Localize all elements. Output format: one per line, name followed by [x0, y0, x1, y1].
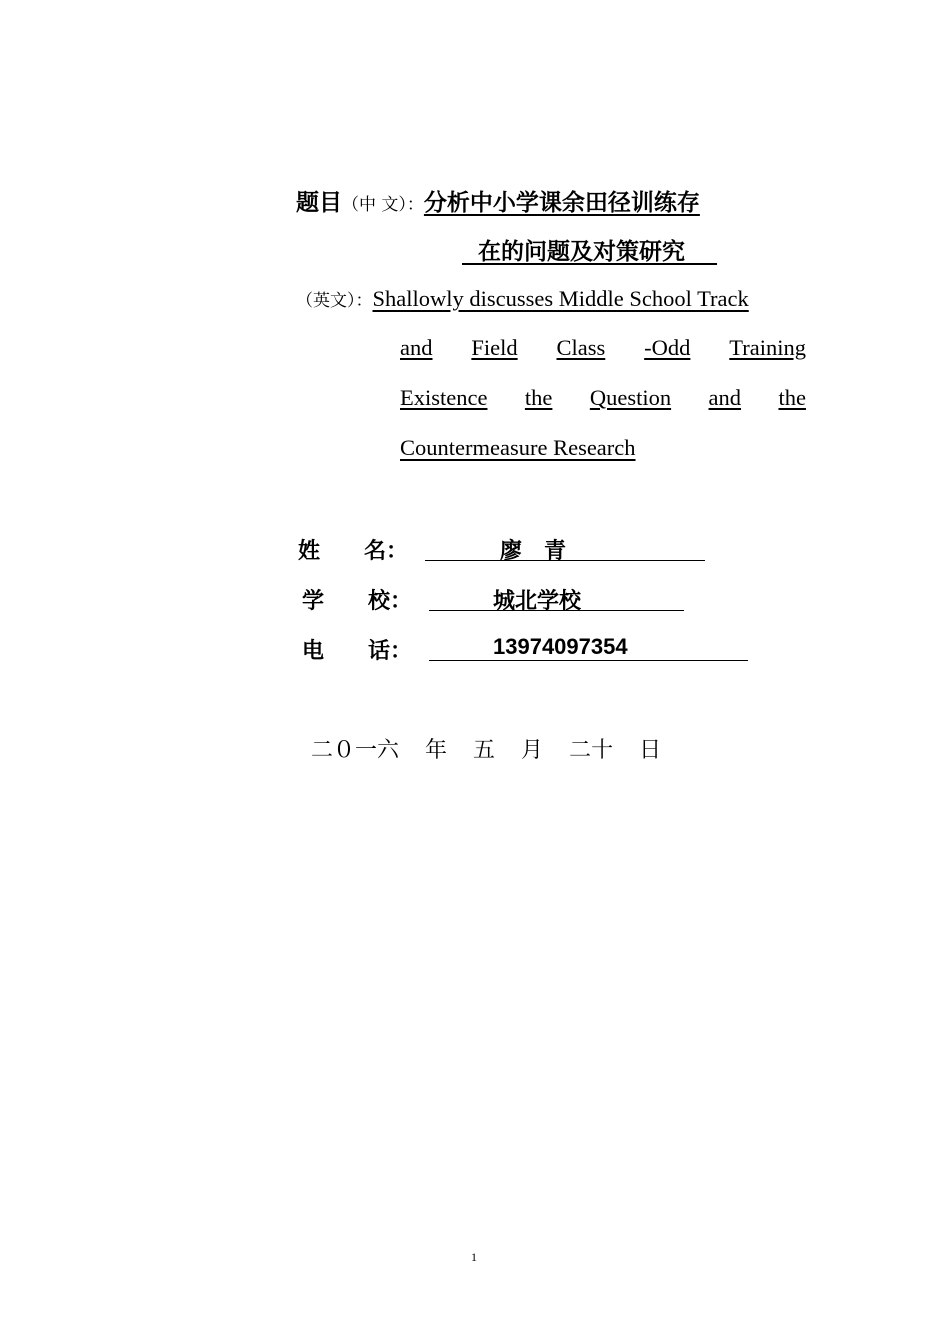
word: the — [524, 385, 553, 410]
page-number: 1 — [471, 1250, 477, 1264]
school-value: 城北学校 — [493, 589, 582, 614]
name-label: 姓 名： — [298, 539, 409, 564]
chinese-tag: （中 文）： — [342, 195, 424, 215]
word: Class — [556, 335, 606, 360]
date-line — [311, 733, 687, 764]
word: Question — [589, 385, 672, 410]
word: -Odd — [644, 335, 691, 360]
word: and — [708, 385, 742, 410]
school-label: 学 校： — [302, 589, 413, 614]
english-title-line3 — [400, 385, 806, 411]
english-title-line4-wrap — [400, 435, 636, 461]
phone-value: 13974097354 — [493, 634, 628, 659]
english-tag: （英文）： — [296, 291, 373, 311]
date-month-char: 月 — [521, 738, 544, 763]
word: Field — [471, 335, 518, 360]
title-row-chinese-2 — [462, 233, 717, 266]
english-title-line4: Countermeasure Research — [400, 435, 636, 460]
english-title-line2 — [400, 335, 806, 361]
date-day-num: 二十 — [569, 738, 614, 763]
chinese-title-line2: 在的问题及对策研究 — [478, 239, 686, 265]
word: Existence — [400, 385, 488, 410]
name-value: 廖 青 — [500, 539, 567, 564]
chinese-title-line2-wrap — [462, 239, 717, 265]
date-year-char: 年 — [425, 738, 448, 763]
date-month-num: 五 — [473, 738, 496, 763]
title-label: 题目 — [296, 190, 342, 216]
title-row-english — [296, 286, 749, 312]
date-year: 二０一六 — [311, 738, 400, 763]
date-day-char: 日 — [639, 738, 662, 763]
chinese-title-line1: 分析中小学课余田径训练存 — [423, 190, 700, 216]
title-row-chinese — [296, 184, 700, 217]
english-title-line1: Shallowly discusses Middle School Track — [372, 286, 749, 311]
phone-label: 电 话： — [302, 639, 413, 664]
word: and — [400, 335, 433, 360]
word: Training — [729, 335, 806, 360]
word: the — [778, 385, 806, 410]
